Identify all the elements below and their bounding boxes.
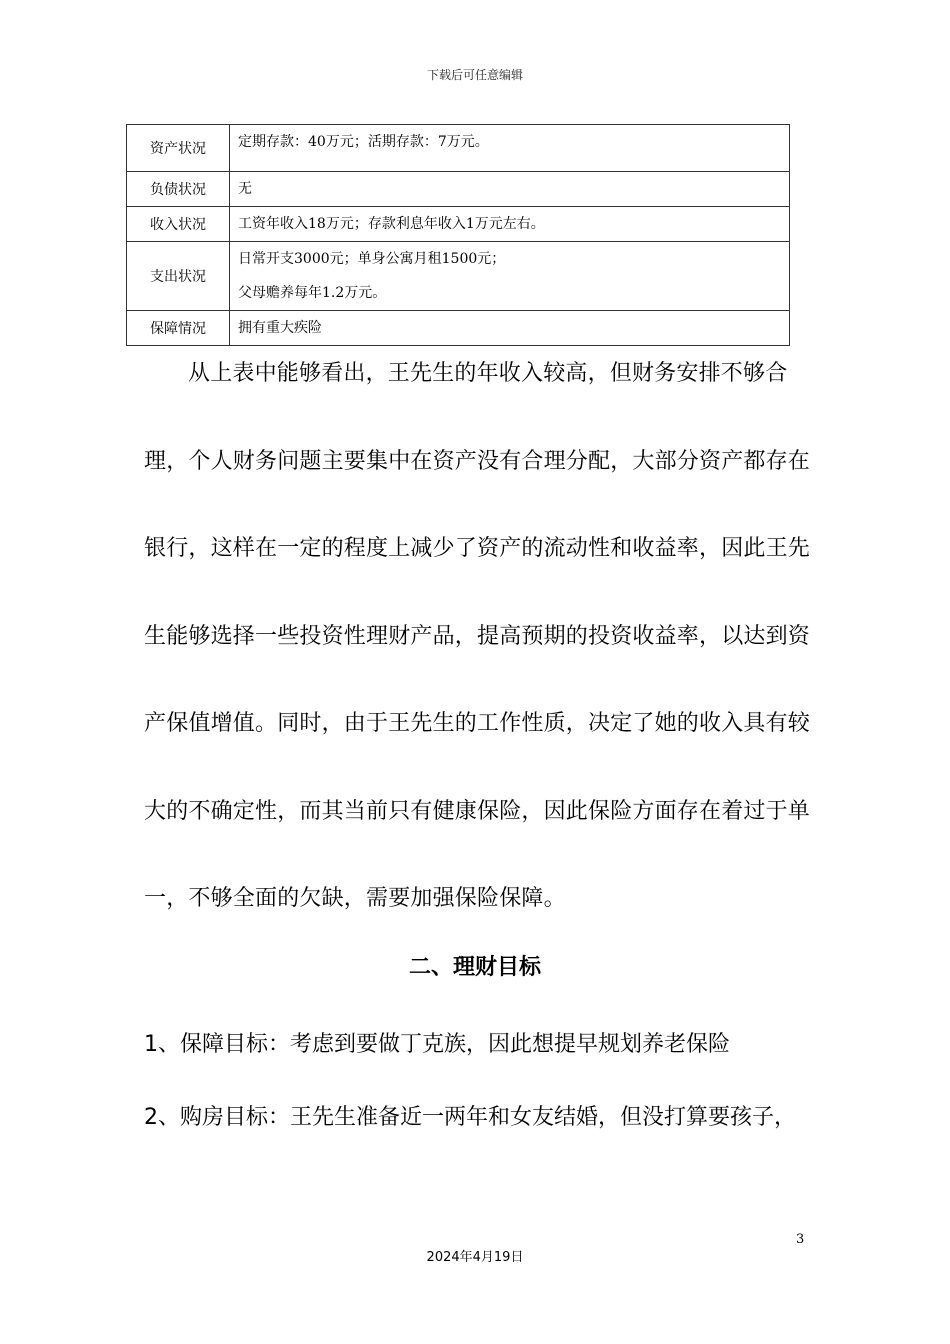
row-value-assets — [230, 125, 790, 172]
row-value-expenses — [230, 242, 790, 311]
table-row — [127, 207, 790, 242]
row-label-expenses: 支出状况 — [127, 242, 230, 311]
cell-line: 日常开支3000元；单身公寓月租1500元； — [238, 251, 506, 267]
footer-date: 2024年4月19日 — [426, 1250, 524, 1265]
cell-line: 定期存款：40万元；活期存款：7万元。 — [238, 134, 489, 150]
table-row — [127, 125, 790, 172]
table-row — [127, 242, 790, 311]
cell-line: 工资年收入18万元；存款利息年收入1万元左右。 — [238, 216, 545, 232]
analysis-paragraph: 从上表中能够看出，王先生的年收入较高，但财务安排不够合理，个人财务问题主要集中在资产没有合理分配，大部分资产都存在银行，这样在一定的程度上减少了资产的流动性和收益率，因此王先生能够选择一些投资性理财产品，提高预期的投资收益率，以达到资产保值增值。同时，由于王先生的工作性质，决定了她的收入具有较大的不确定性，而其当前只有健康保险，因此保险方面存在着过于单一，不够全面的欠缺，需要加强保险保障。 — [144, 361, 811, 911]
row-label-assets: 资产状况 — [127, 125, 230, 172]
row-label-liabilities: 负债状况 — [127, 172, 230, 207]
row-value-liabilities — [230, 172, 790, 207]
cell-line: 父母赡养每年1.2万元。 — [238, 285, 387, 301]
section-heading: 二、理财目标 — [408, 955, 541, 980]
cell-line: 无 — [238, 181, 252, 197]
cell-line: 拥有重大疾险 — [238, 320, 322, 336]
row-label-income: 收入状况 — [127, 207, 230, 242]
row-value-income — [230, 207, 790, 242]
financial-status-table — [126, 124, 790, 346]
goal-item-housing: 2、购房目标：王先生准备近一两年和女友结婚，但没打算要孩子， — [144, 1105, 796, 1130]
goal-item-protection: 1、保障目标：考虑到要做丁克族，因此想提早规划养老保险 — [144, 1032, 730, 1057]
table-row — [127, 172, 790, 207]
row-label-insurance: 保障情况 — [127, 311, 230, 346]
page-number: 3 — [796, 1232, 805, 1247]
page-header: 下载后可任意编辑 — [426, 68, 523, 82]
